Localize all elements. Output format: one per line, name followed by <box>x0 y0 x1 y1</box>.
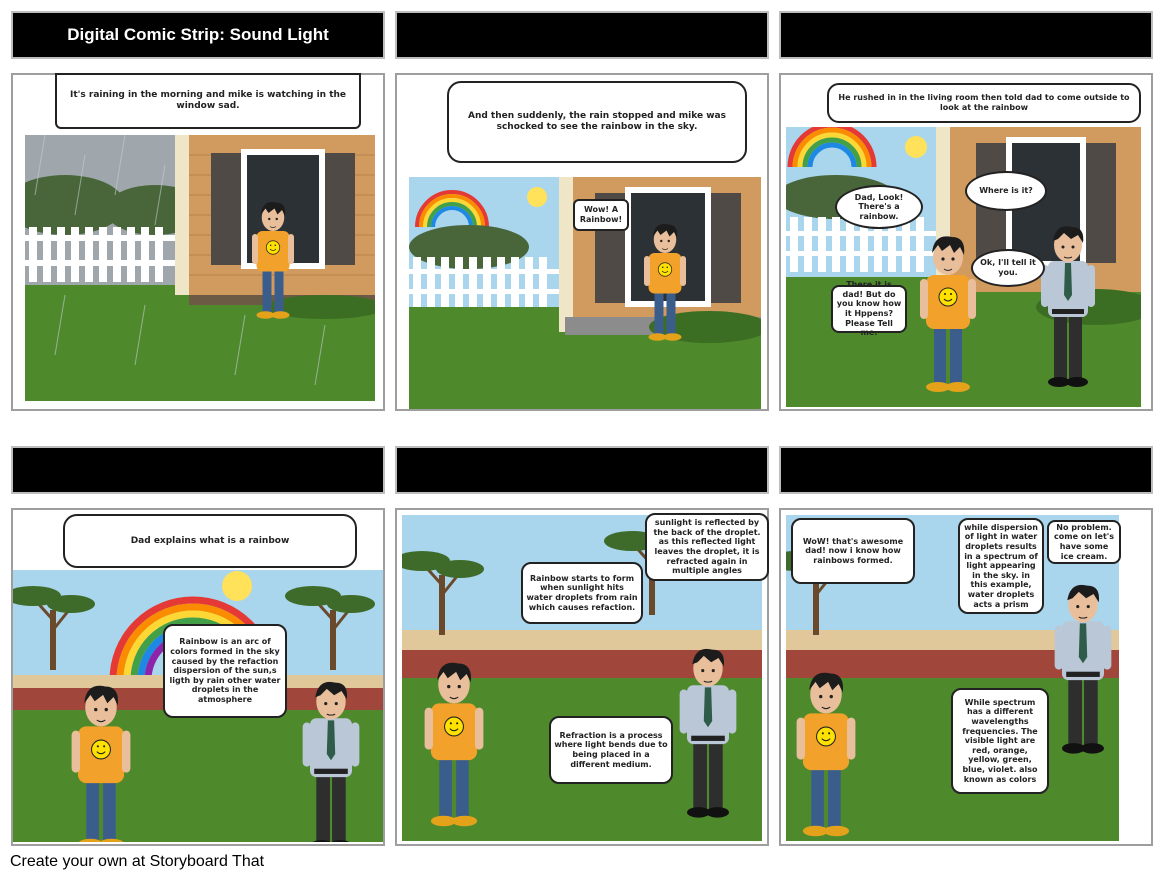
speech-bubble-ill-tell: Ok, I'll tell it you. <box>971 249 1045 287</box>
speech-bubble-no-problem: No problem. come on let's have some ice cream. <box>1047 520 1121 564</box>
speech-bubble-spectrum: While spectrum has a different wavelengths frequencies. The visible light are red, orange, yellow, green, blue, violet. also known as colors <box>951 688 1049 794</box>
comic-panel-4 <box>11 508 385 846</box>
narration-bubble-3: He rushed in in the living room then told dad to come outside to look at the rainbow <box>827 83 1141 123</box>
speech-bubble-there-it-is: There it is dad! But do you know how it Hppens? Please Tell me. <box>831 285 907 333</box>
panel-title-bar-2 <box>395 11 769 59</box>
narration-bubble-4: Dad explains what is a rainbow <box>63 514 357 568</box>
speech-bubble-rainbow-starts: Rainbow starts to form when sunlight hits water droplets from rain which causes refaction. <box>521 562 643 624</box>
comic-panel-2 <box>395 73 769 411</box>
panel-title-bar-6 <box>779 446 1153 494</box>
narration-bubble-1: It's raining in the morning and mike is watching in the window sad. <box>55 73 361 129</box>
comic-panel-6 <box>779 508 1153 846</box>
panel-title-bar-5 <box>395 446 769 494</box>
panel-title-bar-3 <box>779 11 1153 59</box>
rainy-house-scene <box>25 135 375 401</box>
speech-bubble-rainbow-definition: Rainbow is an arc of colors formed in the sky caused by the refaction dispersion of the sun,s ligth by rain other water droplets in the atmosphere <box>163 624 287 718</box>
speech-bubble-sunlight-reflected: sunlight is reflected by the back of the droplet. as this reflected light leaves the droplet, it is refracted again in multiple angles <box>645 513 769 581</box>
speech-bubble-wow-rainbow: Wow! A Rainbow! <box>573 199 629 231</box>
comic-title: Digital Comic Strip: Sound Light <box>67 25 329 44</box>
comic-panel-1 <box>11 73 385 411</box>
narration-bubble-2: And then suddenly, the rain stopped and mike was schocked to see the rainbow in the sky. <box>447 81 747 163</box>
speech-bubble-dispersion: while dispersion of light in water droplets results in a spectrum of light appearing in the sky. in this example, water droplets acts a prism <box>958 518 1044 614</box>
speech-bubble-where-is-it: Where is it? <box>965 171 1047 211</box>
storyboard-footer-link[interactable]: Create your own at Storyboard That <box>10 853 265 870</box>
speech-bubble-dad-look: Dad, Look! There's a rainbow. <box>835 185 923 229</box>
comic-panel-5 <box>395 508 769 846</box>
panel-title-bar-4 <box>11 446 385 494</box>
panel-title-bar-1 <box>11 11 385 59</box>
yard-scene-dad <box>786 127 1141 407</box>
speech-bubble-wow-awesome: WoW! that's awesome dad! now i know how rainbows formed. <box>791 518 915 584</box>
speech-bubble-refraction-definition: Refraction is a process where light bends due to being placed in a different medium. <box>549 716 673 784</box>
comic-panel-3 <box>779 73 1153 411</box>
